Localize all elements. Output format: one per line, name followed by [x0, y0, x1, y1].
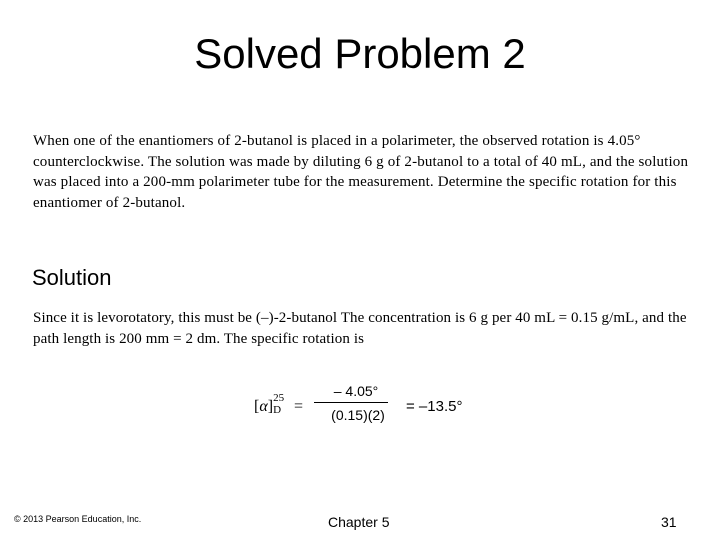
equation-fraction [314, 382, 388, 424]
solution-text: Since it is levorotatory, this must be (–)-2-butanol The concentration is 6 g per 40 mL = 0.15 g/mL, and the path length is 200 mm = 2 dm. The specific rotation is [33, 310, 687, 347]
equation-bracket-close: ] [267, 398, 274, 415]
solution-heading: Solution [32, 265, 112, 290]
equation-equals-sign: = [294, 398, 304, 415]
equation-temperature-superscript: 25 [273, 392, 285, 404]
footer-copyright: © 2013 Pearson Education, Inc. [14, 514, 142, 524]
problem-statement: When one of the enantiomers of 2-butanol is placed in a polarimeter, the observed rotation is 4.05° counterclockwise. The solution was made by diluting 6 g of 2-butanol to a total of 40 mL, and the solution was placed into a 200-mm polarimeter tube for the measurement. Determine the specific rotation for this enantiomer of 2-butanol. [33, 133, 689, 211]
equation-scripts [273, 392, 287, 416]
equation-denominator: (0.15)(2) [331, 407, 385, 423]
footer-page-number: 31 [661, 514, 677, 530]
slide-title: Solved Problem 2 [194, 30, 526, 77]
equation-lhs [254, 392, 287, 416]
specific-rotation-equation [254, 382, 514, 442]
equation-bracket-open: [ [254, 398, 260, 415]
fraction-bar [314, 402, 388, 403]
equation-alpha-symbol: α [259, 398, 268, 415]
footer-chapter: Chapter 5 [328, 514, 390, 530]
equation-numerator: – 4.05° [333, 383, 379, 399]
equation-result: = –13.5° [406, 398, 463, 415]
equation-d-subscript: D [273, 404, 282, 416]
